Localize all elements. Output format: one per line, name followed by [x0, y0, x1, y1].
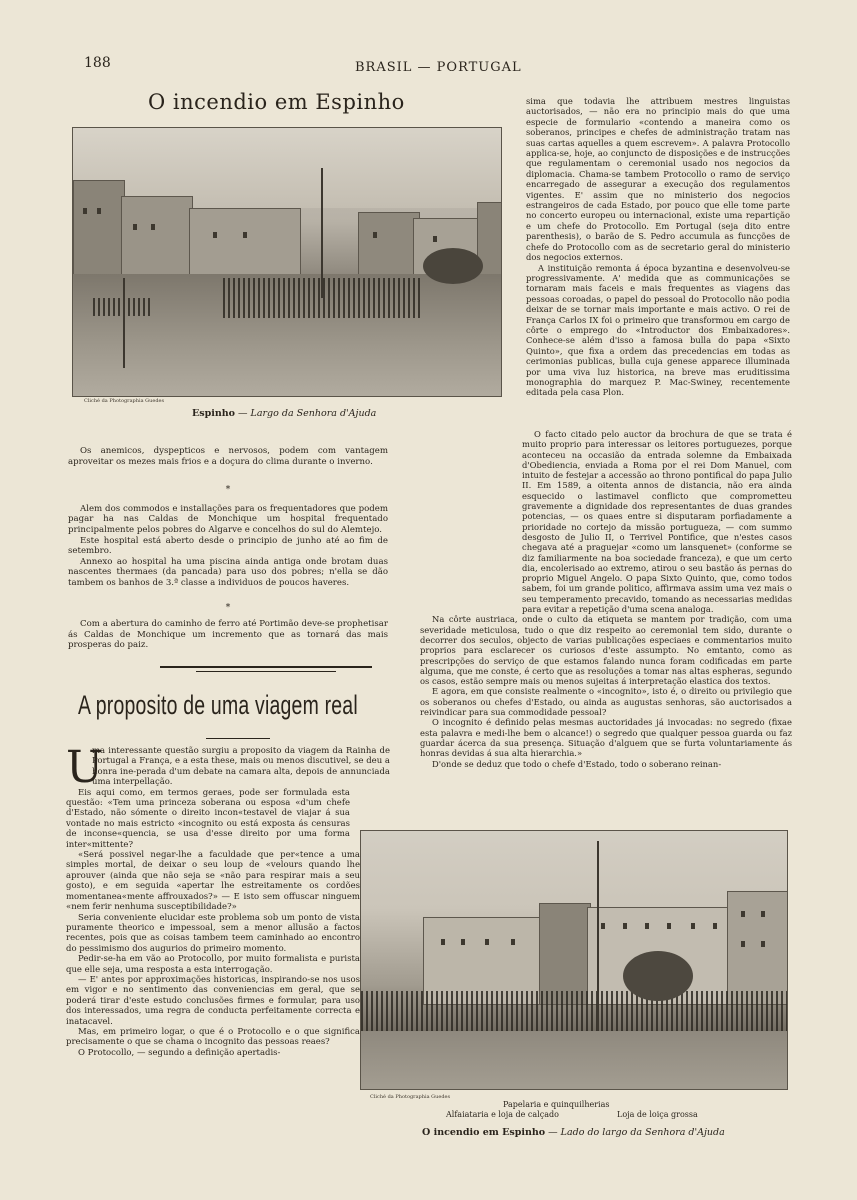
left-column-lower [66, 742, 390, 1058]
photo1-caption-dash: — [235, 408, 251, 419]
photo2-caption-dash: — [545, 1127, 561, 1138]
article-title-proposito: A proposito de uma viagem real [78, 690, 358, 720]
paragraph: A instituição remonta á época byzantina e desenvolveu-se progressivamente. A' medida que as communicações se tornaram mais faceis e mais frequentes as viagens das pessoas coroadas, o papel do pessoal do Protocollo não podia deixar de se tornar mais importante e mais activo. O rei de França Carlos IX foi o primeiro que transformou em cargo de côrte o emprego do «Introductor dos Embaixadores». Conhece-se além d'isso a famosa bulla do papa «Sixto Quinto», que fixa a ordem das precedencias em todas as cerimonias publicas, bulla cuja genese apparece illuminada por uma viva luz historica, na breve mas eruditissima monographia do marquez P. Mac-Swiney, recentemente editada pela casa Plon. [526, 262, 790, 398]
photo2-credit: Cliché da Photographia Guedes [370, 1094, 451, 1100]
paragraph: Mas, em primeiro logar, o que é o Protocollo e o que significa precisamente o que se chama o incognito das pessoas reaes? [66, 1026, 360, 1048]
photo2-label-left: Alfaiataria e loja de calçado [446, 1110, 559, 1119]
paragraph: Pedir-se-ha em vão ao Protocollo, por muito formalista e purista que elle seja, uma resposta a esta interrogação. [66, 954, 360, 975]
running-title: BRASIL — PORTUGAL [355, 60, 522, 75]
section-star: * [225, 485, 231, 496]
paragraph: Na côrte austriaca, onde o culto da etiqueta se mantem por tradição, com uma severidade meticulosa, tudo o que diz respeito ao ceremonial tem sido, durante o decorrer dos seculos, objecto de varias publicações especiaes e commentarios muito proprios para esclarecer os curiosos d'este assumpto. No emtanto, como as prescripções do serviço de que estamos falando nunca foram codificadas em parte alguma, que me conste, é certo que as resoluções a tomar nas altas espheras, segundo os casos, estão sempre mais ou menos sujeitas á interpretação elastica dos textos. [420, 614, 792, 687]
section-rule [196, 671, 336, 672]
photo1-caption [192, 408, 376, 419]
paragraph: sima que todavia lhe attribuem mestres linguistas auctorisados, — não era no principio mais do que uma especie de formulario «contendo a maneira como os soberanos, principes e chefes de administração tratam nas suas cartas aquelles a quem escrevem». A palavra Protocollo applica-se, hoje, ao conjuncto de disposições e de instrucções que regulamentam o ceremonial usado nos negocios da diplomacia. Chama-se tambem Protocollo o ramo de serviço encarregado de assegurar a execução dos regulamentos vigentes. E' assim que no ministerio dos negocios estrangeiros de cada Estado, por pouco que elle tome parte no concerto europeu ou internacional, existe uma repartição e um chefe do Protocollo. Em Portugal (seja dito entre parenthesis), o barão de S. Pedro accumula as funcções de chefe do Protocollo com as de secretario geral do ministerio dos negocios externos. [526, 96, 790, 263]
title-rule [206, 738, 270, 739]
photo1-credit: Cliché da Photographia Guedes [84, 398, 165, 404]
paragraph: Seria conveniente elucidar este problema sob um ponto de vista puramente theorico e impessoal, sem a menor allusão a factos recentes, pois que as coisas tambem teem caminhado ao encontro do pessimismo dos augurios do primeiro momento. [66, 912, 360, 954]
photo2-caption [422, 1127, 725, 1138]
photo2-label-right: Loja de loiça grossa [617, 1110, 698, 1119]
photo2-caption-title: O incendio em Espinho [422, 1127, 546, 1138]
photo-espinho-incendio [360, 830, 788, 1090]
section-rule [160, 666, 372, 668]
page-number: 188 [84, 55, 111, 71]
paragraph: O incognito é definido pelas mesmas auctoridades já invocadas: no segredo (fixae esta palavra e medi-lhe bem o alcance!) o segredo que qualquer pessoa guarda ou faz guardar ácerca da sua presença. Situação d'alguem que se furta voluntariamente ás honras devidas á sua alta hierarchia.» [420, 717, 792, 759]
paragraph: Este hospital está aberto desde o principio de junho até ao fim de setembro. [68, 535, 388, 557]
right-column-lower [420, 429, 792, 769]
paragraph: Os anemicos, dyspepticos e nervosos, podem com vantagem aproveitar os mezes mais frios e a doçura do clima durante o inverno. [68, 446, 388, 467]
paragraph: «Será possivel negar-lhe a faculdade que per«tence a uma simples mortal, de deixar o seu loup de «velours quando lhe aprouver (ainda que não seja se «não para respirar mais a seu gosto), e em seguida «apertar lhe estreitamente os cordões momentanea«mente affrouxados?» — E isto sem offuscar ninguem «nem ferir nenhuma susceptibilidade?» [66, 850, 360, 913]
intro-paragraph: ma interessante questão surgiu a proposito da viagem da Rainha de Portugal a França, e a esta these, mais ou menos discutivel, se deu a honra ine-perada d'um debate na camara alta, depois de annunciada uma interpellação. [92, 746, 390, 788]
photo2-caption-detail: Lado do largo da Senhora d'Ajuda [560, 1127, 725, 1138]
paragraph: Eis aqui como, em termos geraes, pode ser formulada esta questão: «Tem uma princeza soberana ou esposa «d'um chefe d'Estado, não sómente o direito incon«testavel de viajar á sua vontade no mais estricto «incognito ou está exposta ás censuras de inconse«quencia, se usa d'esse direito por uma forma inter«mittente? [66, 787, 350, 850]
paragraph: Annexo ao hospital ha uma piscina ainda antiga onde brotam duas nascentes thermaes (da pancada) para uso dos pobres; n'ella se dão tambem os banhos de 3.ª classe a individuos de poucos haveres. [68, 556, 388, 588]
paragraph: O facto citado pelo auctor da brochura de que se trata é muito proprio para interessar os leitores portuguezes, porque aconteceu na occasião da entrada solemne da Embaixada d'Obediencia, enviada a Roma por el rei Dom Manuel, com intuito de festejar a accessão ao throno pontifical do papa Julio II. Em 1589, a oitenta annos de distancia, não era ainda esquecido o lastimavel conflicto que comprometteu gravemente a dignidade dos representantes de duas grandes potencias, — os quaes entre si disputaram porfiadamente a prioridade no cortejo da missão portugueza, — com summo desgosto de Julio II, o Terrivel Pontifice, que n'estes casos chegava até a praguejar «como um lansquenet» (conforme se diz familiarmente na boa sociedade franceza), e que um certo dia, encolerisado ao extremo, atirou o seu bastão ás pernas do proprio Miguel Angelo. O papa Sixto Quinto, que, como todos sabem, foi um grande politico, affirmava assim uma vez mais o seu temperamento precavido, tomando as necessarias medidas para evitar a repetição d'uma scena analoga. [522, 429, 792, 615]
article-title-incendio: O incendio em Espinho [148, 90, 405, 114]
photo-espinho-largo [72, 127, 502, 397]
right-column-upper [526, 96, 790, 398]
photo2-label-center: Papelaria e quinquilherias [503, 1100, 610, 1109]
left-column-upper [68, 446, 388, 651]
paragraph: Com a abertura do caminho de ferro até Portimão deve-se prophetisar ás Caldas de Monchique um incremento que as tornará das mais prosperas do paiz. [68, 619, 388, 651]
drop-cap: U [66, 742, 104, 793]
paragraph: E agora, em que consiste realmente o «incognito», isto é, o direito ou privilegio que os soberanos ou chefes d'Estado, ou ainda as augustas senhoras, são auctorisados a reivindicar para sua commodidade pessoal? [420, 686, 792, 718]
paragraph: O Protocollo, — segundo a definição apertadis- [78, 1047, 281, 1058]
paragraph: D'onde se deduz que todo o chefe d'Estado, todo o soberano reinan- [432, 758, 722, 769]
paragraph: — E' antes por approximações historicas, inspirando-se nos usos em vigor e no sentimento das conveniencias em geral, que se poderá tirar d'este estudo conclusões firmes e formular, para uso dos interessados, uma regra de conducta perfeitamente correcta e inatacavel. [66, 974, 360, 1027]
paragraph: Alem dos commodos e installações para os frequentadores que podem pagar ha nas Caldas de Monchique um hospital frequentado principalmente pelos pobres do Algarve e concelhos do sul do Alemtejo. [68, 503, 388, 535]
section-star: * [225, 602, 231, 613]
photo1-caption-place: Espinho [192, 408, 235, 419]
photo1-caption-detail: Largo da Senhora d'Ajuda [250, 408, 377, 419]
